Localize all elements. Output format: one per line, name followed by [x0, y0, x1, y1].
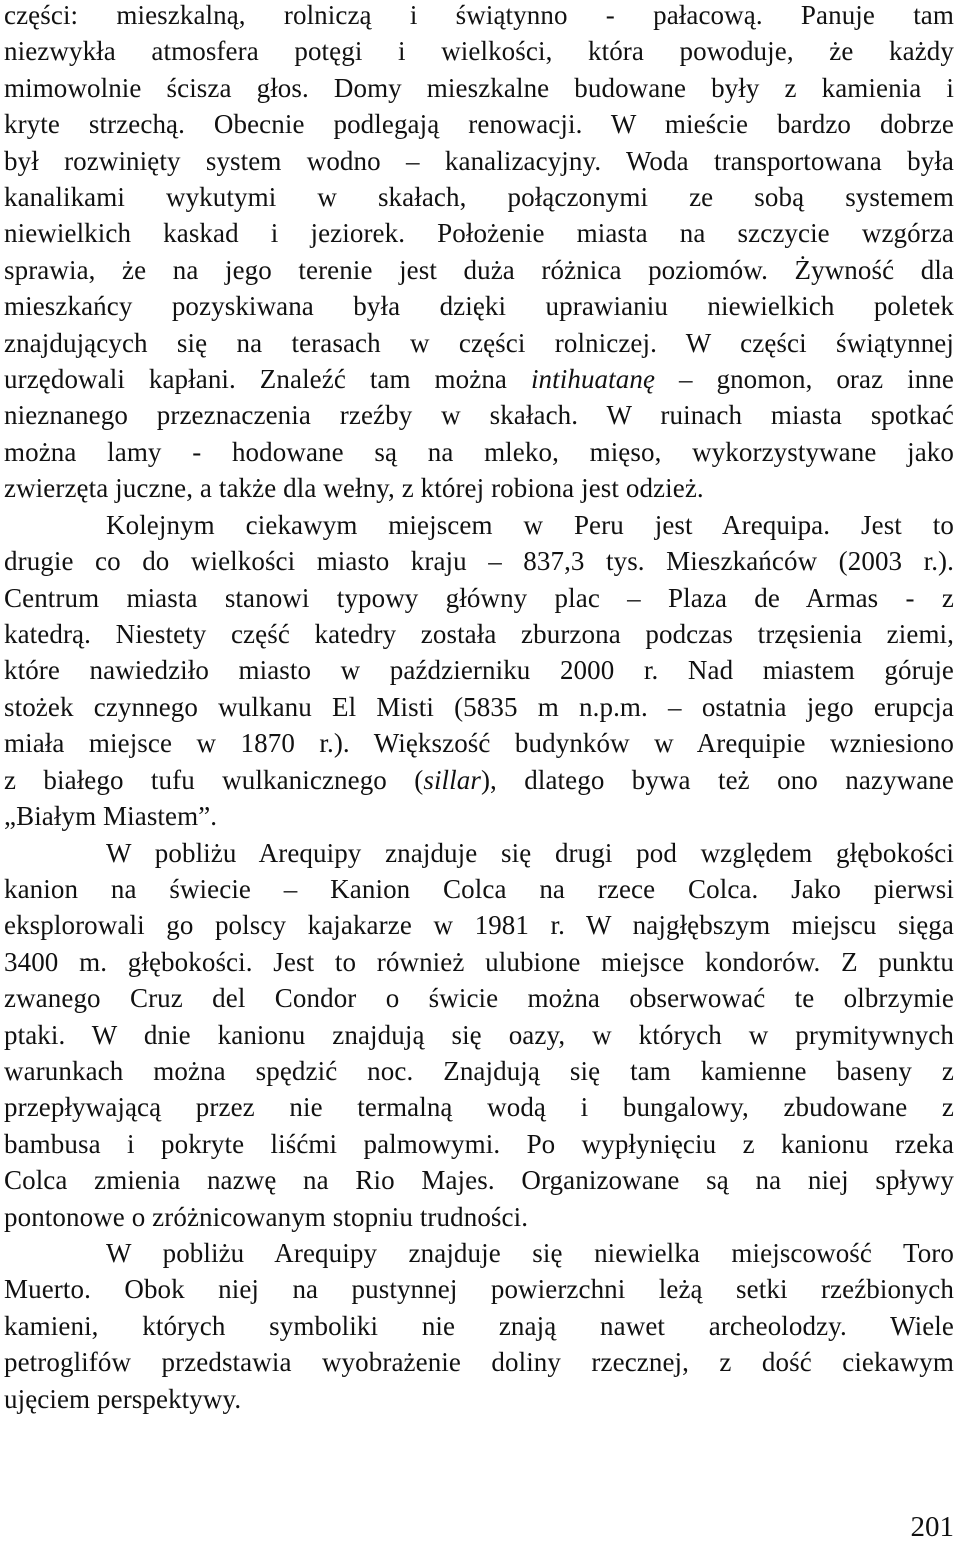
text-line: znajdujących się na terasach w części rolniczej. W części świątynnej [4, 328, 954, 358]
text-line: sprawia, że na jego terenie jest duża różnica poziomów. Żywność dla [4, 255, 954, 285]
text-line: Colca zmienia nazwę na Rio Majes. Organizowane są na niej spływy [4, 1165, 954, 1195]
text-segment: z białego tufu wulkanicznego ( [4, 765, 424, 795]
text-line: kanion na świecie – Kanion Colca na rzece Colca. Jako pierwsi [4, 874, 954, 904]
text-line: warunkach można spędzić noc. Znajdują się tam kamienne baseny z [4, 1056, 954, 1086]
text-line: ptaki. W dnie kanionu znajdują się oazy, w których w prymitywnych [4, 1020, 954, 1050]
paragraph-first-line: W pobliżu Arequipy znajduje się drugi pod względem głębokości [106, 838, 954, 868]
text-line: nieznanego przeznaczenia rzeźby w skałach. W ruinach miasta spotkać [4, 400, 954, 430]
page-number: 201 [910, 1511, 954, 1543]
text-line: był rozwinięty system wodno – kanalizacyjny. Woda transportowana była [4, 146, 954, 176]
text-line: można lamy - hodowane są na mleko, mięso, wykorzystywane jako [4, 437, 954, 467]
text-line: Centrum miasta stanowi typowy główny plac – Plaza de Armas - z [4, 583, 954, 613]
text-line: niewielkich kaskad i jeziorek. Położenie miasta na szczycie wzgórza [4, 218, 954, 248]
text-line: bambusa i pokryte liśćmi palmowymi. Po wypłynięciu z kanionu rzeka [4, 1129, 954, 1159]
text-segment: ), dlatego bywa też ono nazywane [480, 765, 954, 795]
text-line: które nawiedziło miasto w październiku 2000 r. Nad miastem góruje [4, 655, 954, 685]
text-line: przepływającą przez nie termalną wodą i bungalowy, zbudowane z [4, 1092, 954, 1122]
text-line: kanalikami wykutymi w skałach, połączonymi ze sobą systemem [4, 182, 954, 212]
text-line: ujęciem perspektywy. [4, 1384, 242, 1414]
italic-term: sillar [423, 765, 481, 795]
paragraph-first-line: W pobliżu Arequipy znajduje się niewielka miejscowość Toro [106, 1238, 954, 1268]
text-line: kamieni, których symboliki nie znają nawet archeolodzy. Wiele [4, 1311, 954, 1341]
text-line: mieszkańcy pozyskiwana była dzięki uprawianiu niewielkich poletek [4, 291, 954, 321]
text-line: pontonowe o zróżnicowanym stopniu trudności. [4, 1202, 529, 1232]
text-segment: – gnomon, oraz inne [678, 364, 954, 394]
text-line: stożek czynnego wulkanu El Misti (5835 m n.p.m. – ostatnia jego erupcja [4, 692, 954, 722]
text-segment: urzędowali kapłani. Znaleźć tam można [4, 364, 508, 394]
text-line: zwanego Cruz del Condor o świcie można obserwować te olbrzymie [4, 983, 954, 1013]
text-line: Muerto. Obok niej na pustynnej powierzchni leżą setki rzeźbionych [4, 1274, 954, 1304]
text-line [4, 762, 954, 798]
text-line: niezwykła atmosfera potęgi i wielkości, która powoduje, że każdy [4, 36, 954, 66]
italic-term: intihuatanę [530, 364, 656, 394]
text-line: miała miejsce w 1870 r.). Większość budynków w Arequipie wzniesiono [4, 728, 954, 758]
text-line: katedrą. Niestety część katedry została zburzona podczas trzęsienia ziemi, [4, 619, 954, 649]
text-line: eksplorowali go polscy kajakarze w 1981 r. W najgłębszym miejscu sięga [4, 910, 954, 940]
text-line: drugie co do wielkości miasto kraju – 837,3 tys. Mieszkańców (2003 r.). [4, 546, 954, 576]
text-line: „Białym Miastem”. [4, 801, 218, 831]
text-line: kryte strzechą. Obecnie podlegają renowacji. W mieście bardzo dobrze [4, 109, 954, 139]
text-line: zwierzęta juczne, a także dla wełny, z której robiona jest odzież. [4, 473, 704, 503]
text-line [4, 361, 954, 397]
text-line: mimowolnie ścisza głos. Domy mieszkalne budowane były z kamienia i [4, 73, 954, 103]
text-line: petroglifów przedstawia wyobrażenie doliny rzecznej, z dość ciekawym [4, 1347, 954, 1377]
paragraph-first-line: Kolejnym ciekawym miejscem w Peru jest Arequipa. Jest to [106, 510, 954, 540]
text-line: 3400 m. głębokości. Jest to również ulubione miejsce kondorów. Z punktu [4, 947, 954, 977]
text-line: części: mieszkalną, rolniczą i świątynno - pałacową. Panuje tam [4, 0, 954, 30]
